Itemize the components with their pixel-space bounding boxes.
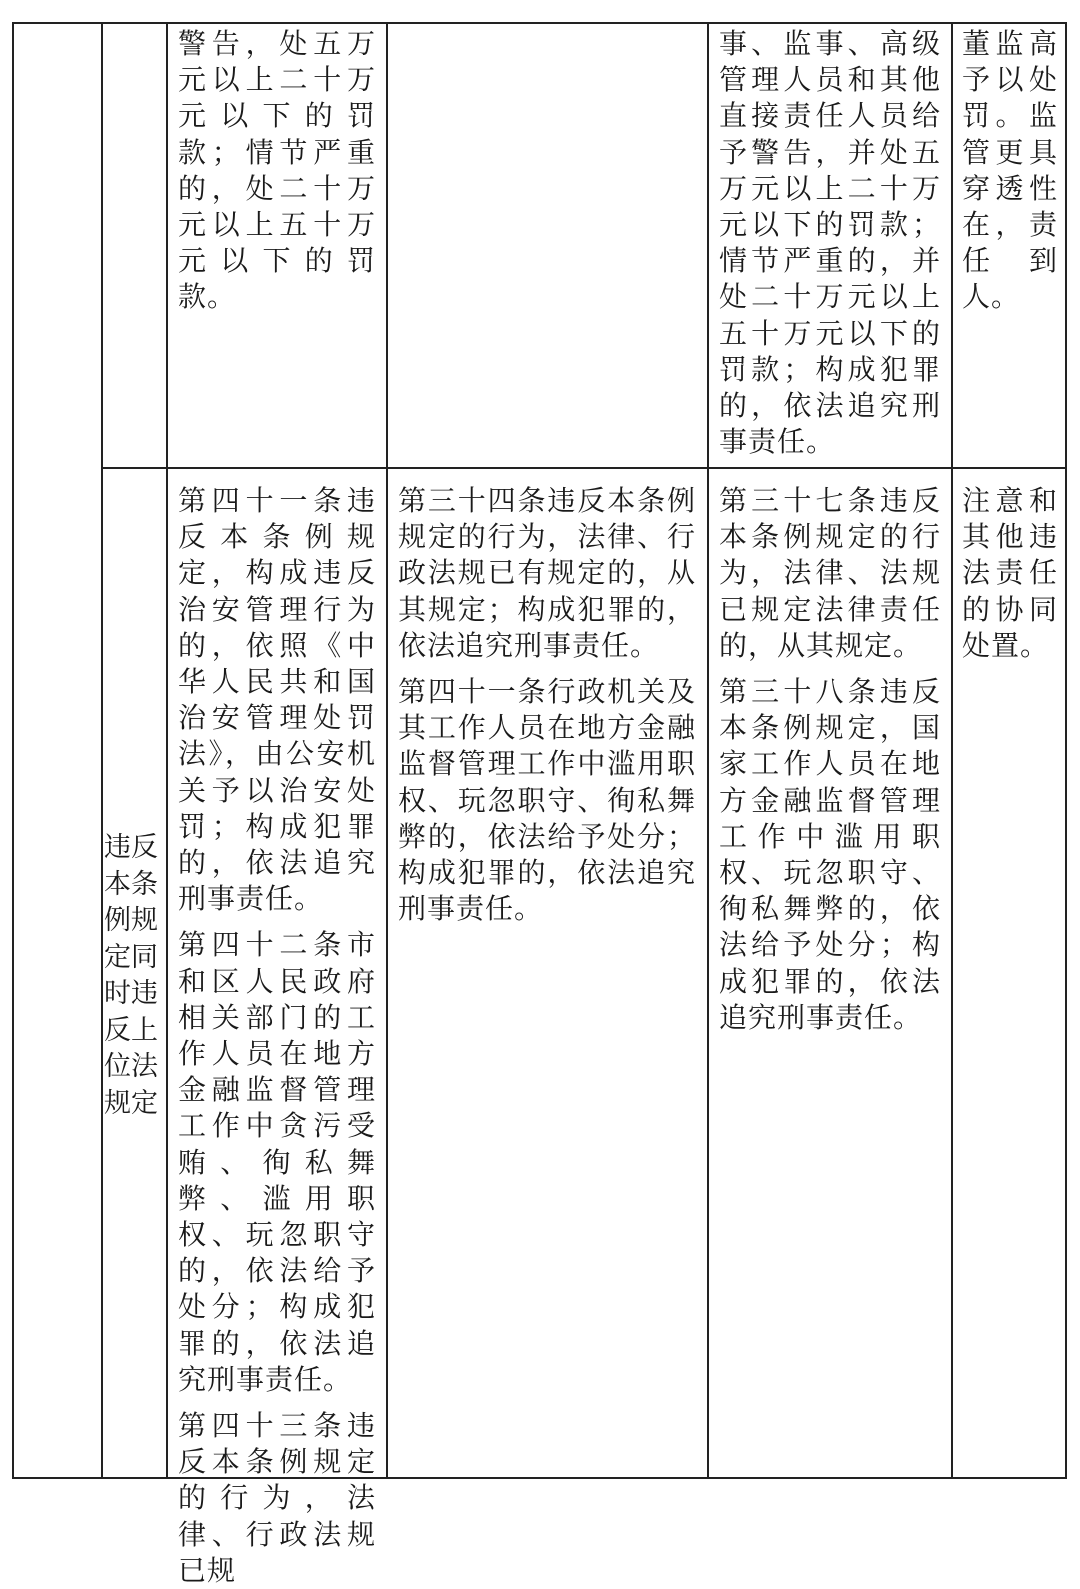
article-41: 第四十一条违反本条例规定，构成违反治安管理行为的，依照《中华人民共和国治安管理处罚法》，由公安机关予以治安处罚；构成犯罪的，依法追究刑事责任。: [178, 484, 376, 916]
article-38: 第三十八条违反本条例规定，国家工作人员在地方金融监督管理工作中滥用职权、玩忽职守、徇私舞弊的，依法给予处分；构成犯罪的，依法追究刑事责任。: [719, 675, 941, 1034]
column-divider-1: [101, 22, 103, 1479]
article-34: 第三十四条违反本条例规定的行为，法律、行政法规已有规定的，从其规定；构成犯罪的，依法追究刑事责任。: [398, 484, 696, 662]
top-row-col-c: [719, 26, 941, 464]
table-border-top: [12, 22, 1067, 24]
column-divider-3: [386, 22, 388, 1479]
bottom-row-col-a: [178, 483, 376, 1587]
column-divider-4: [707, 22, 709, 1479]
row-divider: [101, 467, 1067, 469]
column-divider-5: [951, 22, 953, 1479]
table-border-left: [12, 22, 14, 1479]
top-row-col-d: [962, 26, 1058, 464]
article-37: 第三十七条违反本条例规定的行为，法律、法规已规定法律责任的，从其规定。: [719, 484, 941, 662]
top-row-col-b: [398, 26, 696, 464]
table-border-right: [1065, 22, 1067, 1479]
category-label: 违反本条例规定同时违反上位法规定: [104, 832, 158, 1119]
top-row-col-a: [178, 26, 376, 464]
article-42: 第四十二条市和区人民政府相关部门的工作人员在地方金融监督管理工作中贪污受贿、徇私舞弊、滥用职权、玩忽职守的，依法给予处分；构成犯罪的，依法追究刑事责任。: [178, 928, 376, 1396]
bottom-row-col-b: [398, 483, 696, 1475]
cell-text: 事、监事、高级管理人员和其他直接责任人员给予警告，并处五万元以上二十万元以下的罚款；情节严重的，并处二十万元以上五十万元以下的罚款；构成犯罪的，依法追究刑事责任。: [719, 27, 941, 459]
category-label-cell: [104, 830, 164, 1130]
bottom-row-col-d: [962, 483, 1058, 1475]
article-43: 第四十三条违反本条例规定的行为，法律、行政法规已规: [178, 1409, 376, 1587]
column-divider-2: [166, 22, 168, 1479]
table-border-bottom: [12, 1477, 1067, 1479]
cell-text: 董监高予以处罚。监管更具穿透性在，责任 到人。: [962, 27, 1058, 314]
bottom-row-col-c: [719, 483, 941, 1475]
cell-text: 警告，处五万元以上二十万元以下的罚款；情节严重的，处二十万元以上五十万元以下的罚款。: [178, 27, 376, 314]
cell-text: 注意和其他违法责任的协同处置。: [962, 484, 1058, 662]
article-41-b: 第四十一条行政机关及其工作人员在地方金融监督管理工作中滥用职权、玩忽职守、徇私舞弊的，依法给予处分；构成犯罪的，依法追究刑事责任。: [398, 675, 696, 926]
